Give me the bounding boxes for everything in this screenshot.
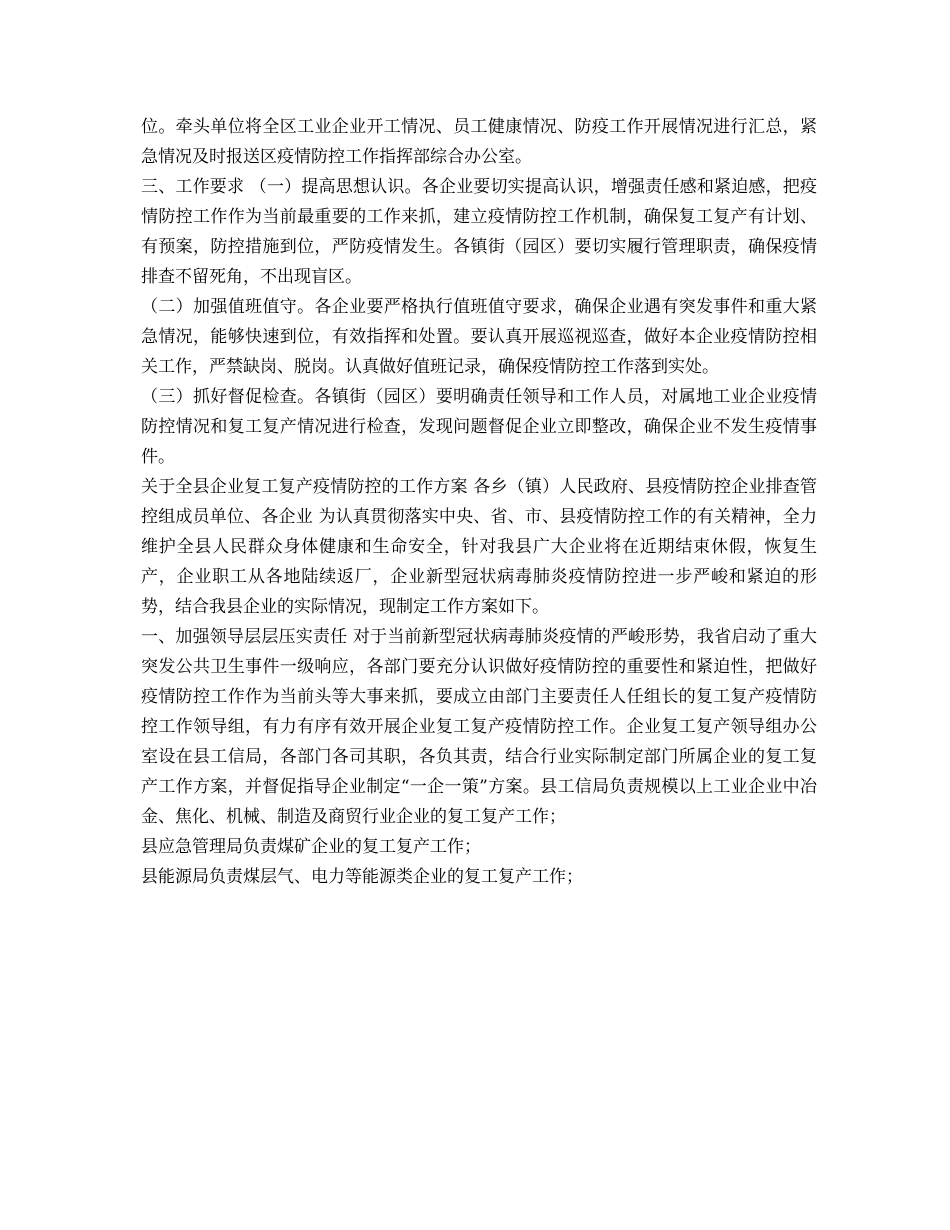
paragraph-continuation: 位。牵头单位将全区工业企业开工情况、员工健康情况、防疫工作开展情况进行汇总，紧急情况及时报送区疫情防控工作指挥部综合办公室。 <box>141 117 817 167</box>
paragraph-duty-watch: （二）加强值班值守。各企业要严格执行值班值守要求，确保企业遇有突发事件和重大紧急情况，能够快速到位，有效指挥和处置。要认真开展巡视巡查，做好本企业疫情防控相关工作，严禁缺岗、脱岗。认真做好值班记录，确保疫情防控工作落到实处。 <box>141 297 817 377</box>
paragraph-work-requirements: 三、工作要求 （一）提高思想认识。各企业要切实提高认识，增强责任感和紧迫感，把疫情防控工作作为当前最重要的工作来抓，建立疫情防控工作机制，确保复工复产有计划、有预案，防控措施到位，严防疫情发生。各镇街（园区）要切实履行管理职责，确保疫情排查不留死角，不出现盲区。 <box>141 177 817 287</box>
document-body <box>141 112 817 892</box>
paragraph-plan-intro: 关于全县企业复工复产疫情防控的工作方案 各乡（镇）人民政府、县疫情防控企业排查管控组成员单位、各企业 为认真贯彻落实中央、省、市、县疫情防控工作的有关精神，全力维护全县人民群众身体健康和生命安全，针对我县广大企业将在近期结束休假，恢复生产，企业职工从各地陆续返厂，企业新型冠状病毒肺炎疫情防控进一步严峻和紧迫的形势，结合我县企业的实际情况，现制定工作方案如下。 <box>141 477 817 617</box>
paragraph-energy-bureau: 县能源局负责煤层气、电力等能源类企业的复工复产工作； <box>141 867 583 887</box>
paragraph-leadership: 一、加强领导层层压实责任 对于当前新型冠状病毒肺炎疫情的严峻形势，我省启动了重大突发公共卫生事件一级响应，各部门要充分认识做好疫情防控的重要性和紧迫性，把做好疫情防控工作作为当前头等大事来抓，要成立由部门主要责任人任组长的复工复产疫情防控工作领导组，有力有序有效开展企业复工复产疫情防控工作。企业复工复产领导组办公室设在县工信局，各部门各司其职，各负其责，结合行业实际制定部门所属企业的复工复产工作方案，并督促指导企业制定“一企一策”方案。县工信局负责规模以上工业企业中冶金、焦化、机械、制造及商贸行业企业的复工复产工作； <box>141 627 817 827</box>
paragraph-supervision: （三）抓好督促检查。各镇街（园区）要明确责任领导和工作人员，对属地工业企业疫情防控情况和复工复产情况进行检查，发现问题督促企业立即整改，确保企业不发生疫情事件。 <box>141 387 817 467</box>
paragraph-emergency-bureau: 县应急管理局负责煤矿企业的复工复产工作； <box>141 837 481 857</box>
